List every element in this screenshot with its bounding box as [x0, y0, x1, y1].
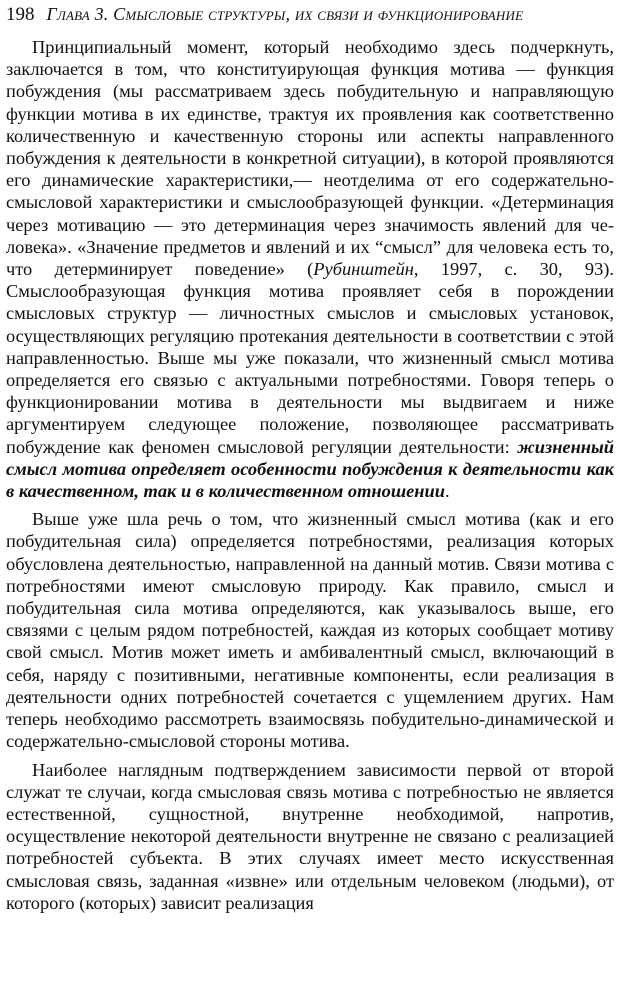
citation-author: Рубинштейн	[313, 259, 414, 280]
paragraph-2: Выше уже шла речь о том, что жизненный смысл мотива (как и его побудительная сила) определяется потребностями, реализация которых обусловлена деятельностью, направленной на данный мотив. Связи мотива с потребностями имеют смысловую природу. Как правило, смысл и побудительная сила мотива определяются, как указывалось выше, его связями с целым рядом потребностей, каждая из которых сообщает мотиву свой смысл. Мотив может иметь и амбивалентный смысл, включающий в себя, наряду с позитивными, негативные компоненты, если реализация в деятельности одних потребностей сочетается с ущемлением других. Нам теперь необходимо рассмотреть взаимосвязь побудительно-динамической и содержательно-смысловой стороны мотива.	[6, 509, 614, 752]
paragraph-1	[6, 36, 614, 502]
paragraph-1-text-c: .	[444, 481, 450, 502]
paragraph-1-text-b: , 1997, с. 30, 93). Смыслообразующая функция мотива проявляет себя в порождении смысловых структур — личностных смыслов и смысловых установок, осуществляющих регуляцию протекания деятельности в соответствии с этой направленностью. Выше мы уже показали, что жизненный смысл мотива определяется его связью с актуальными потребностями. Говоря теперь о функционировании мотива в деятельности мы выдвигаем и ниже аргументируем следующее положение, позволяющее рассматривать побуждение как феномен смысловой регуляции деятельности:	[6, 259, 614, 457]
emphasized-thesis: жизненный смысл мотива определяет особенности побуждения к деятельности как в качественном, так и в количественном отношении	[6, 436, 614, 502]
page-number: 198	[6, 4, 35, 25]
running-head: Глава 3. Смысловые структуры, их связи и функционирование	[46, 4, 524, 24]
paragraph-1-text-a: Принципиальный момент, который необходимо здесь подчеркнуть, заключается в том, что конституирующая функция мотива — функция побуждения (мы рассматриваем здесь побудительную и направляющую функции мотива в их единстве, трактуя их проявления как соответственно количественную и качественную стороны или аспекты направленного побуждения к деятельности в конкретной ситуации), в которой проявляются его динамические характеристики,— неотделима от его содержательно-смысловой характеристики и смыслообразующей функции. «Детерминация через мотивацию — это детерминация через значимость явлений для человека». «Значение предметов и явлений и их “смысл” для человека есть то, что детерминирует поведение» (	[6, 37, 614, 280]
page-header	[6, 4, 618, 30]
body-text	[6, 36, 614, 920]
paragraph-3: Наиболее наглядным подтверждением зависимости первой от второй служат те случаи, когда смысловая связь мотива с потребностью не является естественной, сущностной, внутренне необходимой, напротив, осуществление некоторой деятельности внутренне не связано с реализацией потребностей субъекта. В этих случаях имеет место искусственная смысловая связь, заданная «извне» или отдельным человеком (людьми), от которого (которых) зависит реализация	[6, 759, 614, 913]
